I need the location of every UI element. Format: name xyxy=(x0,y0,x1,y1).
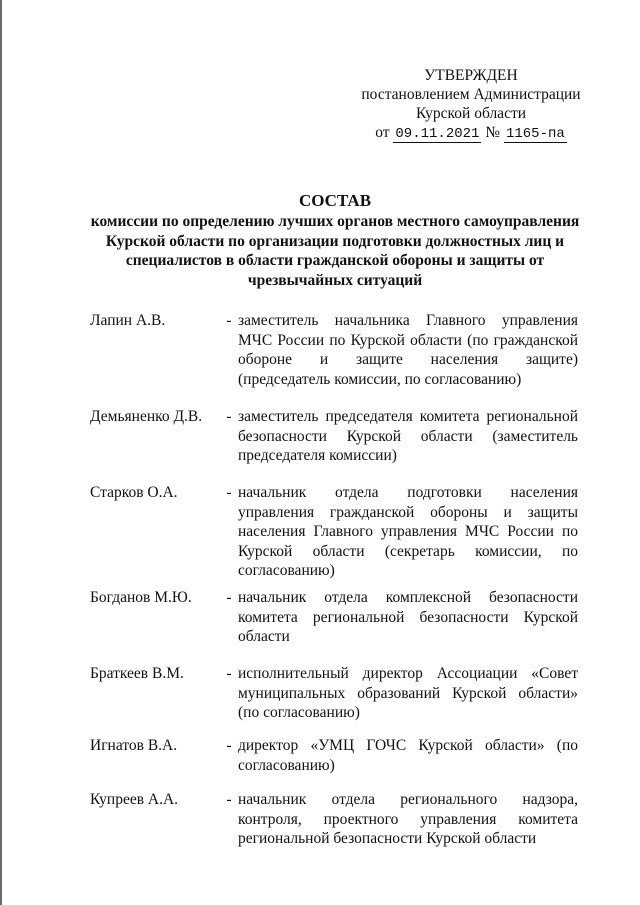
member-row xyxy=(90,664,580,736)
member-row xyxy=(90,311,580,407)
number-prefix: № xyxy=(485,124,501,141)
member-row xyxy=(90,483,580,588)
member-dash: - xyxy=(226,408,232,425)
member-dash: - xyxy=(226,791,232,808)
approval-title: УТВЕРЖДЕН xyxy=(424,67,518,84)
member-name: Богданов М.Ю. xyxy=(90,589,192,606)
document-title xyxy=(80,190,590,290)
member-role: заместитель начальника Главного управления МЧС России по Курской области (по гражданской обороне и защите населения защите) (председатель комиссии, по согласованию) xyxy=(238,312,578,388)
member-role: заместитель председателя комитета региональной безопасности Курской области (заместитель председателя комиссии) xyxy=(238,408,578,464)
member-name: Браткеев В.М. xyxy=(90,665,184,682)
approval-number: 1165-па xyxy=(505,126,565,142)
member-dash: - xyxy=(226,589,232,606)
member-name: Игнатов В.А. xyxy=(90,737,178,754)
member-name: Лапин А.В. xyxy=(90,312,166,329)
title-heading: СОСТАВ xyxy=(298,191,372,210)
member-role: начальник отдела подготовки населения управления гражданской обороны и защиты населения Главного управления МЧС России по Курской области (секретарь комиссии, по согласованию) xyxy=(238,484,578,579)
approval-date: 09.11.2021 xyxy=(395,126,480,142)
approval-stamp xyxy=(360,66,582,144)
title-subheading: комиссии по определению лучших органов местного самоуправления Курской области по организации подготовки должностных лиц и специалистов в области гражданской обороны и защиты от чрезвычайных ситуаций xyxy=(90,213,580,289)
approval-authority: постановлением Администрации xyxy=(361,86,581,103)
member-name: Купреев А.А. xyxy=(90,791,179,808)
member-name: Старков О.А. xyxy=(90,484,178,501)
member-dash: - xyxy=(226,484,232,501)
member-row xyxy=(90,407,580,483)
member-row xyxy=(90,736,580,790)
approval-date-line xyxy=(360,123,582,144)
member-dash: - xyxy=(226,312,232,329)
date-prefix: от xyxy=(375,124,390,141)
member-dash: - xyxy=(226,737,232,754)
member-row xyxy=(90,588,580,664)
member-role: директор «УМЦ ГОЧС Курской области» (по согласованию) xyxy=(238,737,578,774)
member-name: Демьяненко Д.В. xyxy=(90,408,203,425)
approval-region: Курской области xyxy=(415,105,527,122)
member-row xyxy=(90,790,580,850)
member-role: начальник отдела комплексной безопасности комитета региональной безопасности Курской области xyxy=(238,589,578,645)
page-edge xyxy=(0,0,2,905)
member-list xyxy=(90,311,580,850)
member-role: начальник отдела регионального надзора, контроля, проектного управления комитета региональной безопасности Курской области xyxy=(238,791,578,847)
member-dash: - xyxy=(226,665,232,682)
member-role: исполнительный директор Ассоциации «Совет муниципальных образований Курской области» (по согласованию) xyxy=(238,665,578,721)
